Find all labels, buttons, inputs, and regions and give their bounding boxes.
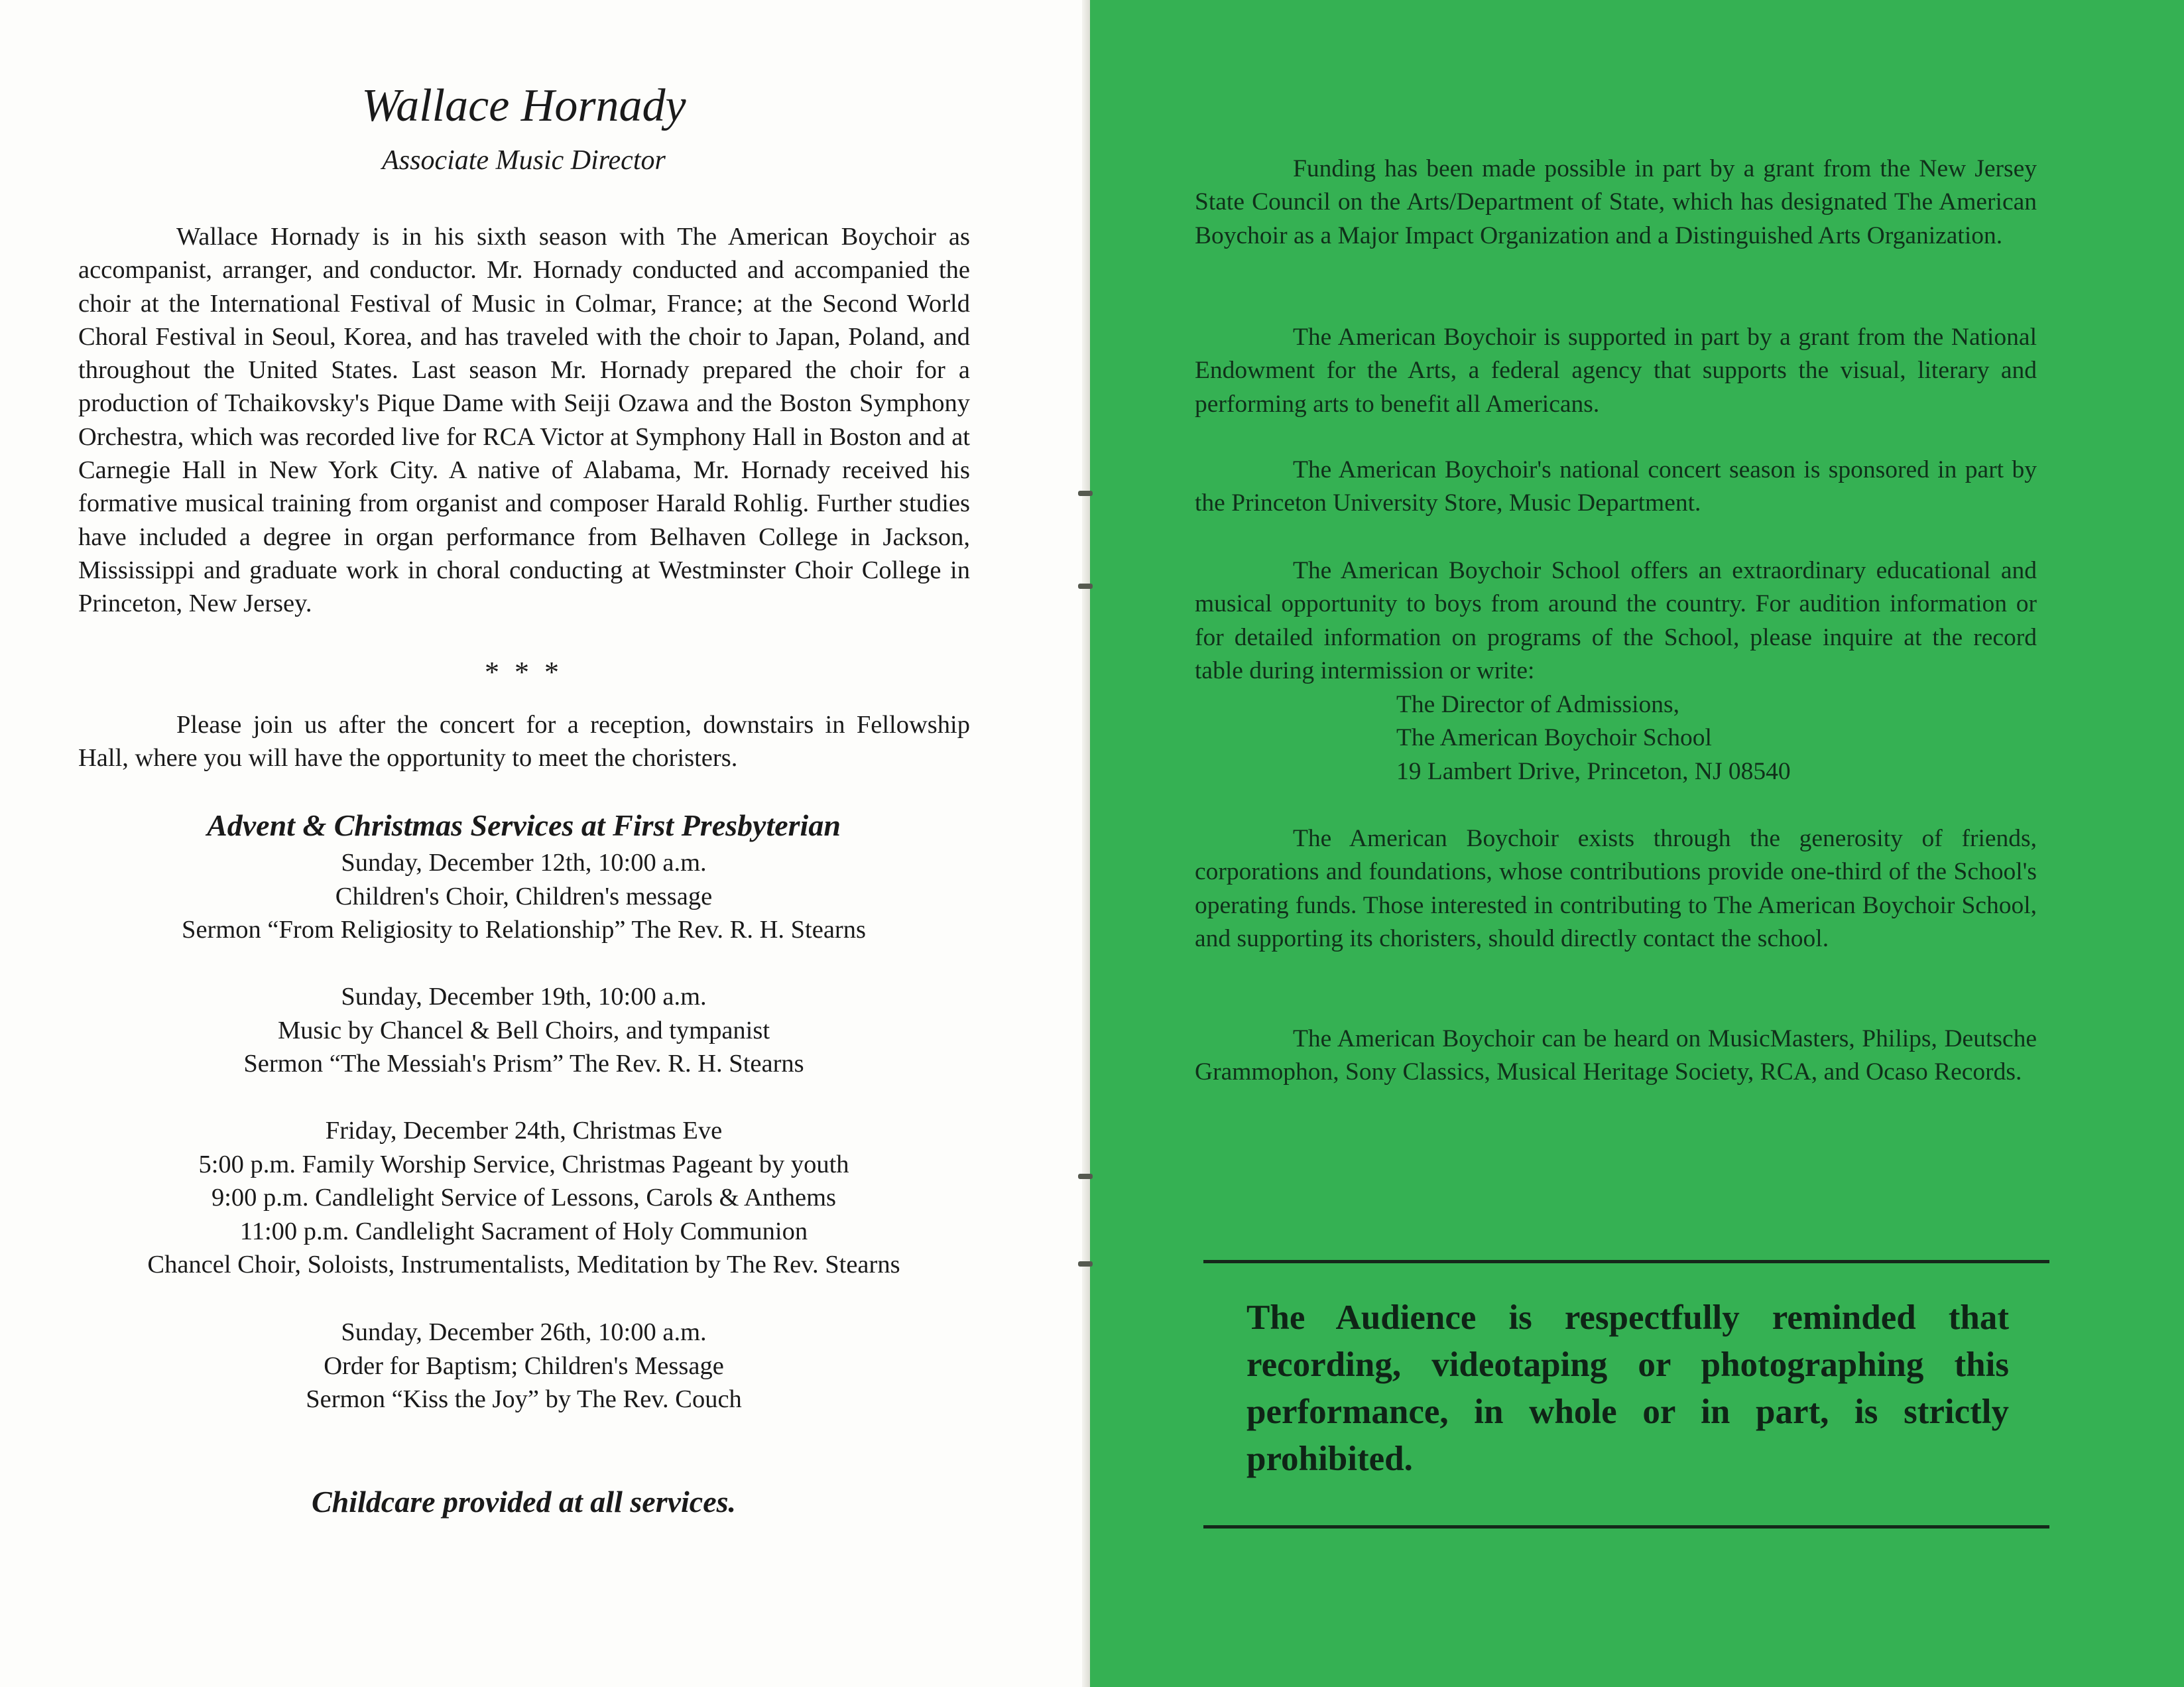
services-heading: Advent & Christmas Services at First Presbyterian [207,808,841,842]
service-line: 9:00 p.m. Candlelight Service of Lessons, Carols & Anthems [211,1184,837,1212]
sponsor-paragraph: The American Boychoir's national concert season is sponsored in part by the Princeton University Store, Music Department. [1195,456,2037,517]
staple-mark [1078,1261,1093,1267]
nea-paragraph: The American Boychoir is supported in part by a grant from the National Endowment for the Arts, a federal agency that supports the visual, literary and performing arts to benefit all Americans. [1195,324,2037,418]
childcare-note: Childcare provided at all services. [311,1485,737,1519]
generosity-paragraph: The American Boychoir exists through the generosity of friends, corporations and foundations, whose contributions provide one-third of the School's operating funds. Those interested in contributing to The American Boychoir School, and supporting its choristers, should directly contact the school. [1195,825,2037,952]
service-line: Sunday, December 19th, 10:00 a.m. [341,983,707,1011]
service-line: Sermon “The Messiah's Prism” The Rev. R. H. Stearns [243,1050,804,1078]
service-line: Friday, December 24th, Christmas Eve [325,1117,723,1145]
address-line: 19 Lambert Drive, Princeton, NJ 08540 [1396,757,1791,785]
service-block [0,980,1048,1081]
service-line: Sermon “From Religiosity to Relationship” The Rev. R. H. Stearns [182,916,866,944]
reception-paragraph: Please join us after the concert for a reception, downstairs in Fellowship Hall, where you will have the opportunity to meet the choristers. [78,711,970,773]
bottom-divider [1203,1525,2049,1529]
address-line: The Director of Admissions, [1396,691,1680,718]
service-line: Sermon “Kiss the Joy” by The Rev. Couch [306,1385,742,1413]
recordings-paragraph: The American Boychoir can be heard on MusicMasters, Philips, Deutsche Grammophon, Sony Classics, Musical Heritage Society, RCA, and Ocaso Records. [1195,1025,2037,1086]
service-block [0,1316,1048,1416]
service-line: Order for Baptism; Children's Message [324,1351,724,1380]
funding-paragraph: Funding has been made possible in part by a grant from the New Jersey State Council on the Arts/Department of State, which has designated The American Boychoir as a Major Impact Organization and a Distinguished Arts Organization. [1195,155,2037,249]
page-title: Wallace Hornady [361,80,686,131]
service-line: Sunday, December 12th, 10:00 a.m. [341,849,707,877]
service-line: 11:00 p.m. Candlelight Sacrament of Holy Communion [239,1217,808,1245]
recording-notice: The Audience is respectfully reminded that recording, videotaping or photographing this performance, in whole or in part, is strictly prohibited. [1246,1298,2009,1478]
section-separator: * * * [485,656,563,688]
staple-mark [1078,584,1093,589]
top-divider [1203,1260,2049,1263]
page-fold [1082,0,1090,1687]
service-line: Music by Chancel & Bell Choirs, and tympanist [277,1016,770,1044]
service-line: Sunday, December 26th, 10:00 a.m. [341,1318,707,1346]
page-subtitle: Associate Music Director [382,145,666,176]
service-line: 5:00 p.m. Family Worship Service, Christmas Pageant by youth [198,1150,849,1178]
biography-paragraph: Wallace Hornady is in his sixth season with The American Boychoir as accompanist, arranger, and conductor. Mr. Hornady conducted and accompanied the choir at the International Festival of Music in Colmar, France; at the Second World Choral Festival in Seoul, Korea, and has traveled with the choir to Japan, Poland, and throughout the United States. Last season Mr. Hornady prepared the choir for a production of Tchaikovsky's Pique Dame with Seiji Ozawa and the Boston Symphony Orchestra, which was recorded live for RCA Victor at Symphony Hall in Boston and at Carnegie Hall in New York City. A native of Alabama, Mr. Hornady received his formative musical training from organist and composer Harald Rohlig. Further studies have included a degree in organ performance from Belhaven College in Jackson, Mississippi and graduate work in choral conducting at Westminster Choir College in Princeton, New Jersey. [78,223,970,618]
service-line: Children's Choir, Children's message [335,882,713,910]
service-block [0,846,1048,947]
service-block [0,1114,1048,1282]
school-paragraph: The American Boychoir School offers an extraordinary educational and musical opportunity to boys from around the country. For audition information or for detailed information on programs of the School, please inquire at the record table during intermission or write: [1195,557,2037,684]
staple-mark [1078,1174,1093,1179]
service-line: Chancel Choir, Soloists, Instrumentalists, Meditation by The Rev. Stearns [147,1251,900,1279]
address-line: The American Boychoir School [1396,724,1712,752]
admissions-address [1396,688,1791,788]
staple-mark [1078,491,1093,496]
